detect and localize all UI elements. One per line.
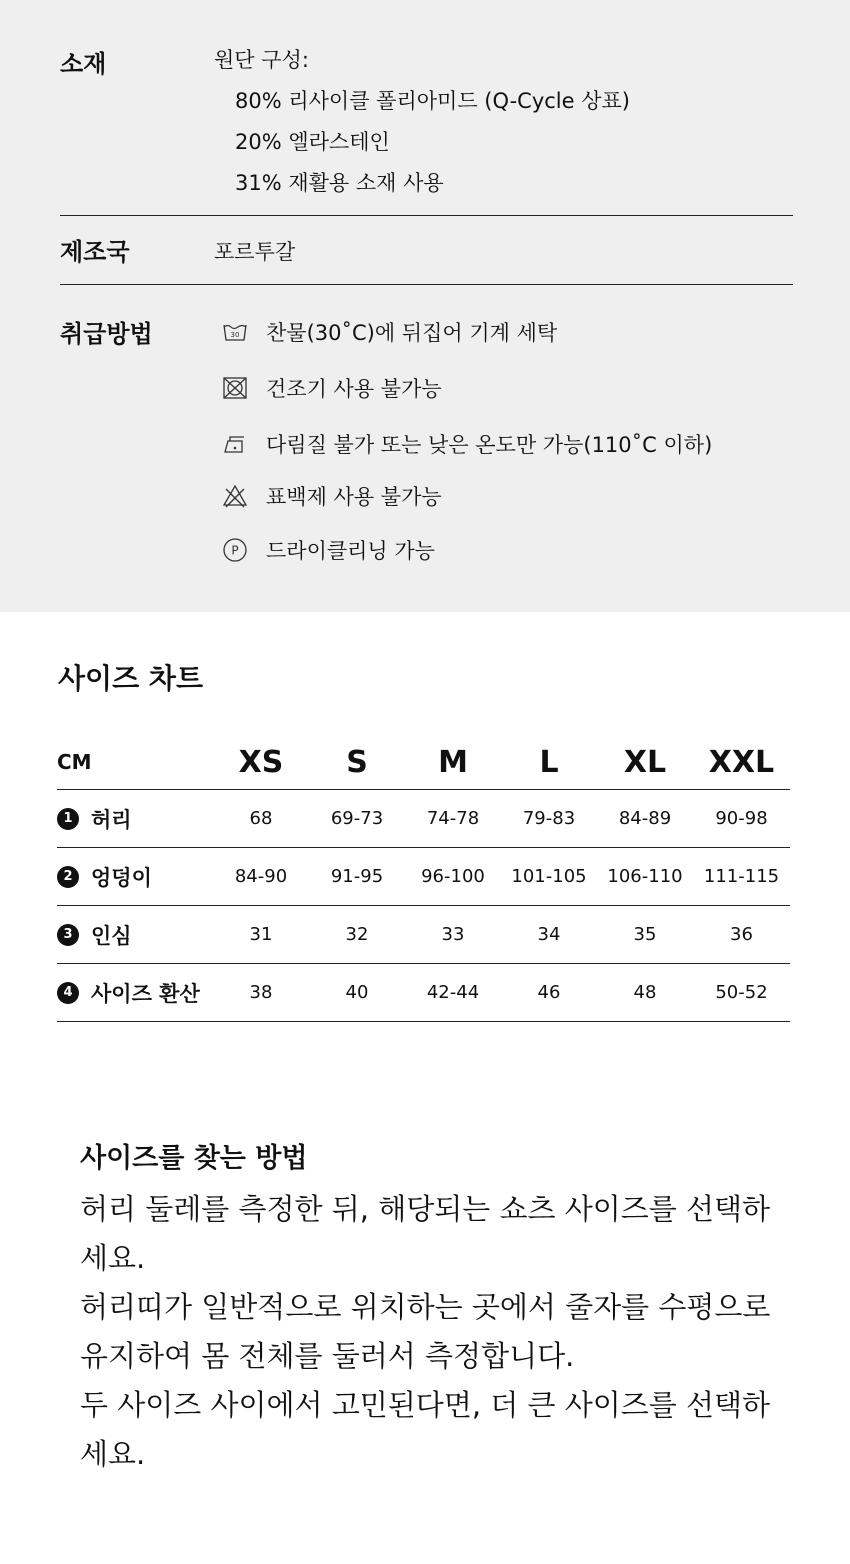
material-line: 20% 엘라스테인 — [235, 130, 390, 154]
size-column-header: XXL — [693, 735, 790, 790]
table-cell: 90-98 — [693, 790, 790, 848]
guide-title: 사이즈를 찾는 방법 — [80, 1143, 308, 1174]
table-cell: 38 — [213, 964, 309, 1022]
size-chart-table — [57, 735, 790, 1022]
size-column-header: M — [405, 735, 501, 790]
care-text: 드라이클리닝 가능 — [266, 539, 435, 563]
wash-30-icon — [222, 319, 248, 345]
table-cell: 84-89 — [597, 790, 693, 848]
table-cell: 48 — [597, 964, 693, 1022]
size-column-header: XS — [213, 735, 309, 790]
no-tumble-dry-icon — [222, 375, 248, 401]
care-item — [222, 368, 442, 408]
care-text: 표백제 사용 불가능 — [266, 485, 442, 509]
table-cell: 111-115 — [693, 848, 790, 906]
care-item — [222, 312, 557, 352]
row-label: 인심 — [91, 923, 132, 948]
size-column-header: S — [309, 735, 405, 790]
care-label: 취급방법 — [60, 320, 153, 348]
care-text: 찬물(30˚C)에 뒤집어 기계 세탁 — [266, 321, 558, 345]
row-header — [57, 964, 213, 1022]
table-cell: 31 — [213, 906, 309, 964]
row-label: 허리 — [91, 807, 132, 832]
table-row — [57, 906, 790, 964]
material-body — [214, 40, 630, 204]
dry-clean-p-icon — [222, 537, 248, 563]
table-row — [57, 790, 790, 848]
table-cell: 40 — [309, 964, 405, 1022]
table-cell: 42-44 — [405, 964, 501, 1022]
divider — [60, 284, 793, 285]
table-cell: 91-95 — [309, 848, 405, 906]
material-line: 80% 리사이클 폴리아미드 (Q-Cycle 상표) — [235, 89, 630, 113]
number-badge: 3 — [57, 924, 79, 946]
row-header — [57, 790, 213, 848]
table-cell: 36 — [693, 906, 790, 964]
table-cell: 46 — [501, 964, 597, 1022]
table-cell: 96-100 — [405, 848, 501, 906]
care-text: 다림질 불가 또는 낮은 온도만 가능(110˚C 이하) — [266, 433, 713, 457]
table-cell: 33 — [405, 906, 501, 964]
svg-text:30: 30 — [230, 331, 240, 339]
iron-low-icon — [222, 431, 248, 457]
table-cell: 74-78 — [405, 790, 501, 848]
table-cell: 34 — [501, 906, 597, 964]
row-header — [57, 848, 213, 906]
origin-value: 포르투갈 — [214, 240, 296, 264]
size-column-header: L — [501, 735, 597, 790]
material-heading: 원단 구성: — [214, 48, 309, 72]
guide-paragraph: 허리 둘레를 측정한 뒤, 해당되는 쇼츠 사이즈를 선택하세요. — [80, 1192, 771, 1275]
divider — [60, 215, 793, 216]
origin-label: 제조국 — [60, 238, 130, 266]
svg-text:P: P — [231, 543, 239, 558]
unit-label: CM — [57, 735, 213, 790]
care-item — [222, 476, 442, 516]
number-badge: 2 — [57, 866, 79, 888]
number-badge: 4 — [57, 982, 79, 1004]
number-badge: 1 — [57, 808, 79, 830]
table-cell: 32 — [309, 906, 405, 964]
table-cell: 106-110 — [597, 848, 693, 906]
row-header — [57, 906, 213, 964]
table-cell: 69-73 — [309, 790, 405, 848]
product-info-panel — [0, 0, 850, 612]
care-text: 건조기 사용 불가능 — [266, 377, 442, 401]
size-column-header: XL — [597, 735, 693, 790]
care-item — [222, 424, 712, 464]
guide-paragraph: 두 사이즈 사이에서 고민된다면, 더 큰 사이즈를 선택하세요. — [80, 1388, 771, 1471]
material-line: 31% 재활용 소재 사용 — [235, 171, 444, 195]
table-cell: 79-83 — [501, 790, 597, 848]
table-cell: 101-105 — [501, 848, 597, 906]
table-cell: 50-52 — [693, 964, 790, 1022]
table-cell: 84-90 — [213, 848, 309, 906]
size-header-row — [57, 735, 790, 790]
guide-paragraph: 허리띠가 일반적으로 위치하는 곳에서 줄자를 수평으로 유지하여 몸 전체를 둘러서 측정합니다. — [80, 1290, 771, 1373]
care-item — [222, 530, 435, 570]
table-cell: 35 — [597, 906, 693, 964]
table-cell: 68 — [213, 790, 309, 848]
size-chart-title: 사이즈 차트 — [58, 662, 203, 695]
table-row — [57, 964, 790, 1022]
row-label: 사이즈 환산 — [91, 981, 200, 1006]
table-row — [57, 848, 790, 906]
no-bleach-icon — [222, 483, 248, 509]
size-guide — [80, 1136, 780, 1479]
row-label: 엉덩이 — [91, 865, 152, 890]
material-label: 소재 — [60, 50, 107, 78]
